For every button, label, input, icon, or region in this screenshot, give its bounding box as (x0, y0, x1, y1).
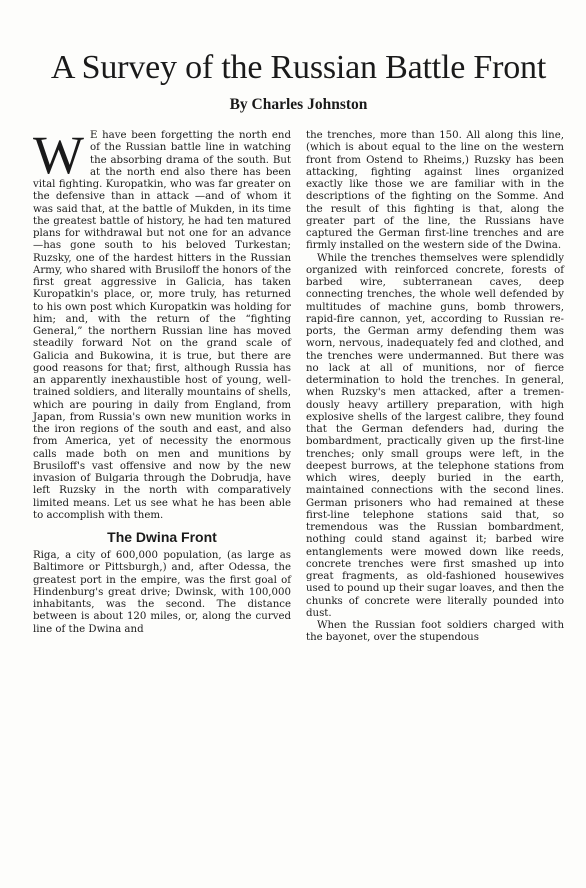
opening-paragraph (33, 125, 291, 522)
section-paragraph: Riga, a city of 600,000 population, (as large as Baltimore or Pittsburgh,) and, after Odessa, the greatest port in the empire, was the first goal of Hindenburg's great drive; Dwinsk, with 100,000 inhabitants, was the second. The distance between is about 120 miles, or, along the curved line of the Dwina and (33, 550, 291, 635)
continued-paragraph: the trenches, more than 150. All along this line, (which is about equal to the line on the western front from Ostend to Rheims,) Ruzsky has been attacking, fighting against lines organized exactly like those we are familiar with in the descriptions of the fighting on the Somme. And the result of this fighting is that, along the greater part of the line, the Russians have captured the German first-line trenches and are firmly installed on the western side of the Dwina. (306, 130, 564, 252)
drop-cap: W (33, 125, 84, 185)
left-column (33, 125, 291, 645)
article-title: A Survey of the Russian Battle Front (50, 49, 547, 86)
trenches-paragraph: While the trenches themselves were splendidly organized with reinforced concrete, forests of barbed wire, subterranean caves, deep connecting trenches, the whole well defended by multitudes of machine guns, bomb throwers, rapid-fire cannon, yet, according to Russian reports, the German army defending them was worn, nervous, inadequately fed and clothed, and the trenches were undermanned. But there was no lack at all of munitions, nor of fierce determination to hold the trenches. In general, when Ruzsky's men attacked, after a tremendously heavy artillery preparation, with high explosive shells of the largest calibre, they found that the German defenders had, during the bombardment, practically given up the first-line trenches; only small groups were left, in the deepest burrows, at the telephone stations from which wires, deeply buried in the earth, maintained connections with the second lines. German prisoners who had remained at these first-line telephone stations said that, so tremendous was the Russian bombardment, nothing could stand against it; barbed wire entanglements were mowed down like reeds, concrete trenches were first smashed up into great fragments, as old-fashioned housewives used to pound up their sugar loaves, and then the chunks of concrete were literally pounded into dust. (306, 252, 564, 619)
section-heading: The Dwina Front (107, 529, 217, 545)
right-column (306, 130, 564, 645)
opening-paragraph-text: E have been forgetting the north end of the Russian battle line in watching the absorbing drama of the south. But at the north end also there has been vital fighting. Kuropatkin, who was far greater on the defensive than in attack —and of whom it was said that, at the battle of Mukden, in its time the greatest battle of history, he had ten matured plans for withdrawal but not one for an advance—has gone south to his beloved Turkestan; Ruzsky, one of the hardest hitters in the Russian Army, who shared with Brusiloff the honors of the first great aggressive in Galicia, has taken Kuropatkin's place, or, more truly, has returned to his own post which Kuropatkin was holding for him; and, with the return of the “fighting General,” the northern Russian line has moved steadily forward Not on the grand scale of Galicia and Bukowina, it is true, but there are good reasons for that; first, although Russia has an apparently inexhaustible host of young, well-trained soldiers, and literally mountains of shells, which are pouring in daily from England, from Japan, from Russia's own new munition works in the iron regions of the south and east, and also from America, yet of necessity the enormous calls made both on men and munitions by Brusiloff's vast offensive and now by the new invasion of Bulgaria through the Dobrudja, have left Ruzsky in the north with comparatively limited means. Let us see what he has been able to accomplish with them. (33, 130, 291, 521)
charge-paragraph: When the Russian foot soldiers charged with the bayonet, over the stupendous (306, 620, 564, 644)
article-columns (33, 125, 564, 645)
article-byline: By Charles Johnston (229, 96, 368, 113)
